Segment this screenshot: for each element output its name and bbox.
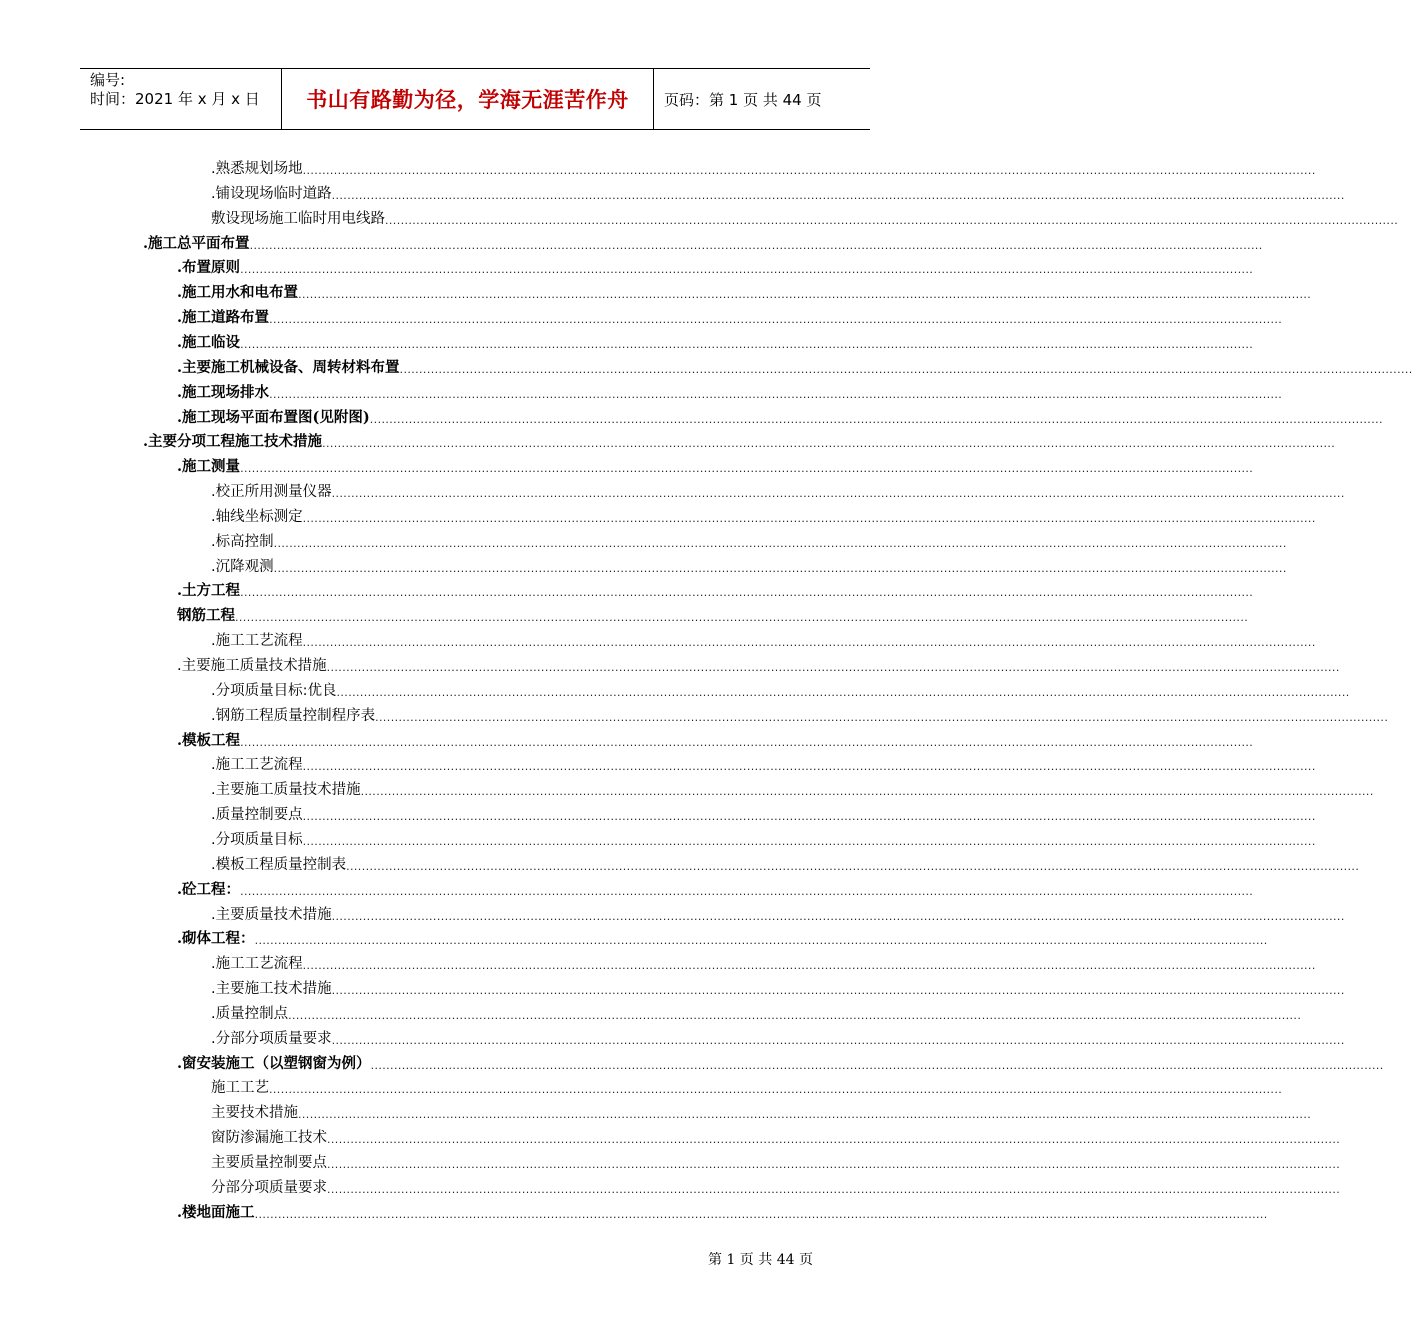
toc-dot-leader: .................................................................................................................................................................................................................................................................... <box>273 537 1287 550</box>
toc-dot-leader: .................................................................................................................................................................................................................................................................... <box>331 984 1345 997</box>
toc-dot-leader: .................................................................................................................................................................................................................................................................... <box>269 388 1283 401</box>
toc-entry-title: .主要质量技术措施 <box>211 907 332 923</box>
toc-dot-leader: .................................................................................................................................................................................................................................................................... <box>302 636 1316 649</box>
toc-dot-leader: .................................................................................................................................................................................................................................................................... <box>326 661 1340 674</box>
toc-dot-leader: .................................................................................................................................................................................................................................................................... <box>240 263 1254 276</box>
toc-entry-title: 分部分项质量要求 <box>211 1180 327 1196</box>
toc-entry-title: .窗安装施工（以塑钢窗为例） <box>177 1055 371 1072</box>
toc-entry[interactable] <box>177 282 1312 302</box>
toc-entry-title: 钢筋工程 <box>177 607 235 624</box>
toc-dot-leader: .................................................................................................................................................................................................................................................................... <box>240 338 1254 351</box>
toc-dot-leader: .................................................................................................................................................................................................................................................................... <box>302 512 1316 525</box>
toc-entry-title: .施工工艺流程 <box>211 956 303 972</box>
toc-entry[interactable] <box>211 680 1350 700</box>
toc-entry-title: .熟悉规划场地 <box>211 161 303 177</box>
toc-entry-title: .施工工艺流程 <box>211 757 303 773</box>
toc-entry[interactable] <box>177 456 1254 476</box>
document-header <box>80 68 870 130</box>
toc-entry[interactable] <box>211 1152 1341 1172</box>
toc-entry-title: .施工现场平面布置图(见附图) <box>177 409 370 426</box>
toc-entry[interactable] <box>211 208 1399 228</box>
toc-entry-title: 敷设现场施工临时用电线路 <box>211 211 385 227</box>
toc-dot-leader: .................................................................................................................................................................................................................................................................... <box>346 860 1360 873</box>
toc-entry-title: .布置原则 <box>177 259 241 276</box>
toc-entry-title: .校正所用测量仪器 <box>211 484 332 500</box>
toc-entry[interactable] <box>211 754 1316 774</box>
toc-dot-leader: .................................................................................................................................................................................................................................................................... <box>235 611 1249 624</box>
toc-entry[interactable] <box>177 257 1254 277</box>
toc-dot-leader: .................................................................................................................................................................................................................................................................... <box>254 1208 1268 1221</box>
toc-entry[interactable] <box>211 1127 1341 1147</box>
toc-dot-leader: .................................................................................................................................................................................................................................................................... <box>327 1183 1341 1196</box>
toc-entry-title: 施工工艺 <box>211 1080 269 1096</box>
toc-entry-title: .楼地面施工 <box>177 1204 255 1221</box>
toc-entry-title: .土方工程 <box>177 582 241 599</box>
toc-entry[interactable] <box>211 978 1345 998</box>
toc-entry-title: .砌体工程： <box>177 930 255 947</box>
toc-entry[interactable] <box>211 1102 1312 1122</box>
toc-dot-leader: .................................................................................................................................................................................................................................................................... <box>298 1108 1312 1121</box>
toc-entry-title: .分部分项质量要求 <box>211 1031 332 1047</box>
toc-entry-title: .施工总平面布置 <box>143 235 250 252</box>
toc-entry[interactable] <box>211 506 1316 526</box>
toc-dot-leader: .................................................................................................................................................................................................................................................................... <box>370 1059 1384 1072</box>
toc-entry[interactable] <box>211 183 1345 203</box>
toc-entry[interactable] <box>211 1028 1345 1048</box>
date-label: 时间：2021 年 x 月 x 日 <box>90 90 260 108</box>
toc-entry-title: .标高控制 <box>211 534 274 550</box>
toc-dot-leader: .................................................................................................................................................................................................................................................................... <box>273 562 1287 575</box>
toc-entry-title: .主要施工机械设备、周转材料布置 <box>177 359 400 376</box>
toc-entry[interactable] <box>177 730 1254 750</box>
serial-number-label: 编号: <box>90 71 126 89</box>
toc-entry[interactable] <box>211 904 1345 924</box>
toc-dot-leader: .................................................................................................................................................................................................................................................................... <box>249 239 1263 252</box>
toc-entry[interactable] <box>211 705 1389 725</box>
toc-entry-title: .施工用水和电布置 <box>177 284 299 301</box>
toc-entry[interactable] <box>177 605 1249 625</box>
toc-dot-leader: .................................................................................................................................................................................................................................................................... <box>302 835 1316 848</box>
toc-entry-title: .施工道路布置 <box>177 309 270 326</box>
page-footer: 第 1 页 共 44 页 <box>708 1252 813 1268</box>
toc-entry-title: .分项质量目标:优良 <box>211 683 337 699</box>
header-meta <box>80 69 281 129</box>
toc-dot-leader: .................................................................................................................................................................................................................................................................... <box>331 487 1345 500</box>
toc-dot-leader: .................................................................................................................................................................................................................................................................... <box>302 810 1316 823</box>
toc-entry[interactable] <box>211 1003 1302 1023</box>
toc-entry[interactable] <box>211 158 1316 178</box>
toc-dot-leader: .................................................................................................................................................................................................................................................................... <box>369 413 1383 426</box>
toc-dot-leader: .................................................................................................................................................................................................................................................................... <box>302 760 1316 773</box>
toc-dot-leader: .................................................................................................................................................................................................................................................................... <box>240 462 1254 475</box>
toc-dot-leader: .................................................................................................................................................................................................................................................................... <box>322 437 1336 450</box>
toc-entry-title: .轴线坐标测定 <box>211 509 303 525</box>
toc-dot-leader: .................................................................................................................................................................................................................................................................... <box>254 934 1268 947</box>
toc-entry-title: .主要施工质量技术措施 <box>211 782 361 798</box>
toc-entry[interactable] <box>211 1077 1283 1097</box>
toc-entry[interactable] <box>177 580 1254 600</box>
toc-dot-leader: .................................................................................................................................................................................................................................................................... <box>240 885 1254 898</box>
toc-dot-leader: .................................................................................................................................................................................................................................................................... <box>288 1009 1302 1022</box>
toc-entry-title: 主要质量控制要点 <box>211 1155 327 1171</box>
toc-dot-leader: .................................................................................................................................................................................................................................................................... <box>375 711 1389 724</box>
toc-entry[interactable] <box>211 1177 1341 1197</box>
toc-entry-title: .主要施工技术措施 <box>211 981 332 997</box>
toc-dot-leader: .................................................................................................................................................................................................................................................................... <box>327 1133 1341 1146</box>
toc-entry-title: 主要技术措施 <box>211 1105 298 1121</box>
toc-entry-title: .施工现场排水 <box>177 384 270 401</box>
toc-dot-leader: .................................................................................................................................................................................................................................................................... <box>240 736 1254 749</box>
toc-dot-leader: .................................................................................................................................................................................................................................................................... <box>331 910 1345 923</box>
toc-entry-title: .施工测量 <box>177 458 241 475</box>
toc-entry[interactable] <box>177 928 1268 948</box>
toc-entry[interactable] <box>177 1053 1384 1073</box>
toc-entry-title: .质量控制点 <box>211 1006 289 1022</box>
header-motto: 书山有路勤为径，学海无涯苦作舟 <box>281 69 654 129</box>
toc-entry[interactable] <box>211 953 1316 973</box>
toc-entry[interactable] <box>211 804 1316 824</box>
header-page-info: 页码：第 1 页 共 44 页 <box>664 90 822 109</box>
toc-entry[interactable] <box>211 854 1360 874</box>
toc-entry-title: .铺设现场临时道路 <box>211 186 332 202</box>
toc-entry[interactable] <box>177 1202 1268 1222</box>
toc-entry[interactable] <box>211 630 1316 650</box>
toc-dot-leader: .................................................................................................................................................................................................................................................................... <box>331 189 1345 202</box>
toc-entry-title: .施工工艺流程 <box>211 633 303 649</box>
toc-entry[interactable] <box>177 407 1383 427</box>
toc-entry[interactable] <box>211 481 1345 501</box>
toc-entry[interactable] <box>143 431 1336 451</box>
toc-dot-leader: .................................................................................................................................................................................................................................................................... <box>336 686 1350 699</box>
toc-entry[interactable] <box>177 357 1413 377</box>
toc-dot-leader: .................................................................................................................................................................................................................................................................... <box>331 1034 1345 1047</box>
toc-entry-title: .砼工程： <box>177 881 241 898</box>
toc-dot-leader: .................................................................................................................................................................................................................................................................... <box>269 313 1283 326</box>
toc-entry[interactable] <box>211 556 1287 576</box>
toc-dot-leader: .................................................................................................................................................................................................................................................................... <box>399 363 1413 376</box>
toc-entry[interactable] <box>177 307 1283 327</box>
toc-entry-title: 窗防渗漏施工技术 <box>211 1130 327 1146</box>
toc-dot-leader: .................................................................................................................................................................................................................................................................... <box>327 1158 1341 1171</box>
toc-entry-title: .钢筋工程质量控制程序表 <box>211 708 376 724</box>
toc-entry[interactable] <box>211 779 1374 799</box>
toc-entry-title: .主要分项工程施工技术措施 <box>143 433 323 450</box>
toc-entry[interactable] <box>177 655 1340 675</box>
toc-entry-title: .施工临设 <box>177 334 241 351</box>
toc-dot-leader: .................................................................................................................................................................................................................................................................... <box>298 288 1312 301</box>
toc-dot-leader: .................................................................................................................................................................................................................................................................... <box>240 586 1254 599</box>
toc-entry-title: .模板工程质量控制表 <box>211 857 347 873</box>
toc-entry-title: .模板工程 <box>177 732 241 749</box>
toc-entry[interactable] <box>177 879 1254 899</box>
toc-dot-leader: .................................................................................................................................................................................................................................................................... <box>302 959 1316 972</box>
toc-dot-leader: .................................................................................................................................................................................................................................................................... <box>360 785 1374 798</box>
toc-entry-title: .质量控制要点 <box>211 807 303 823</box>
toc-dot-leader: .................................................................................................................................................................................................................................................................... <box>269 1083 1283 1096</box>
toc-entry[interactable] <box>211 829 1316 849</box>
toc-entry[interactable] <box>211 531 1287 551</box>
toc-dot-leader: .................................................................................................................................................................................................................................................................... <box>302 164 1316 177</box>
toc-dot-leader: .................................................................................................................................................................................................................................................................... <box>385 214 1399 227</box>
toc-entry-title: .沉降观测 <box>211 559 274 575</box>
toc-entry-title: .分项质量目标 <box>211 832 303 848</box>
toc-entry[interactable] <box>143 233 1263 253</box>
toc-entry[interactable] <box>177 332 1254 352</box>
toc-entry[interactable] <box>177 382 1283 402</box>
toc-entry-title: .主要施工质量技术措施 <box>177 658 327 674</box>
